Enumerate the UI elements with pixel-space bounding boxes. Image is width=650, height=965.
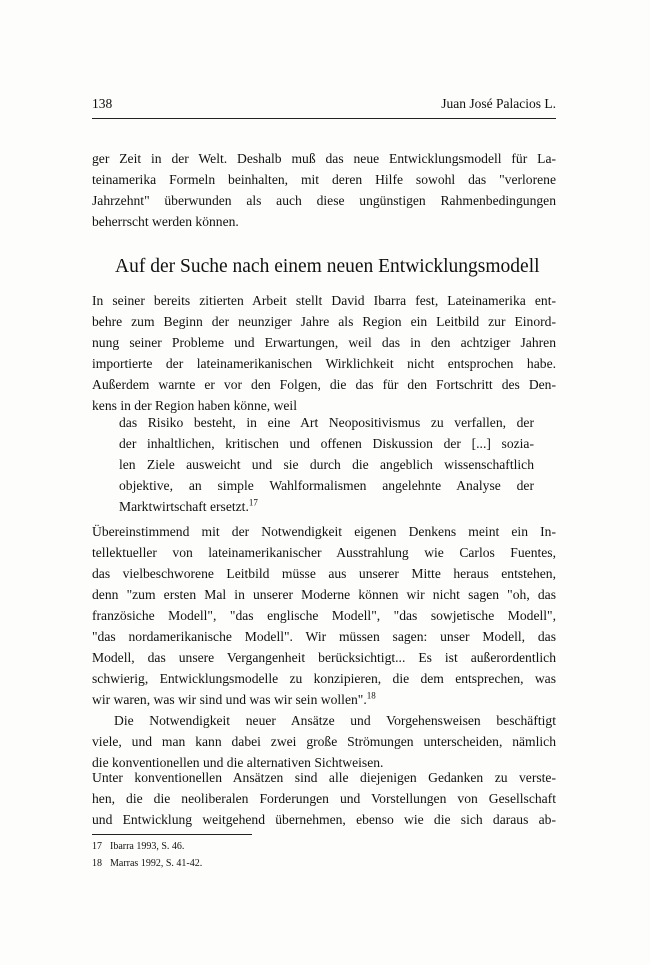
text-line: ger Zeit in der Welt. Deshalb muß das neue Entwicklungsmodell für La-	[92, 151, 556, 166]
text-line: Marktwirtschaft ersetzt.$^{17}$	[119, 497, 258, 514]
footnote-text: Ibarra 1993, S. 46.	[110, 841, 185, 852]
running-head-author: Juan José Palacios L.	[441, 96, 556, 111]
text-line: denn "zum ersten Mal in unserer Moderne können wir nicht sagen "oh, das	[92, 587, 556, 602]
footnote-ref-18[interactable]: 18	[366, 690, 376, 701]
paragraph-2	[92, 290, 556, 416]
text-line: importierte der lateinamerikanischen Wirklichkeit nicht entsprochen habe.	[92, 356, 556, 371]
text-line: Die Notwendigkeit neuer Ansätze und Vorgehensweisen beschäftigt	[114, 713, 556, 728]
text-line: behre zum Beginn der neunziger Jahre als Region ein Leitbild zur Einord-	[92, 314, 556, 329]
text-line: Übereinstimmend mit der Notwendigkeit eigenen Denkens meint ein In-	[92, 524, 556, 539]
text-line: schwierig, Entwicklungsmodelle zu konzipieren, die dem entsprechen, was	[92, 671, 556, 686]
text-line: französiche Modell", "das englische Modell", "das sowjetische Modell",	[92, 608, 556, 623]
footnote-number: 17	[92, 841, 102, 852]
text-line: len Ziele ausweicht und sie durch die angeblich wissenschaftlich	[119, 457, 534, 472]
text-line: viele, und man kann dabei zwei große Strömungen unterscheiden, nämlich	[92, 734, 556, 749]
footnote-rule	[92, 834, 252, 835]
text-line: Unter konventionellen Ansätzen sind alle diejenigen Gedanken zu verste-	[92, 770, 556, 785]
text-line: Außerdem warnte er vor den Folgen, die das für den Fortschritt des Den-	[92, 377, 556, 392]
paragraph-5	[92, 767, 556, 830]
footnote-number: 18	[92, 858, 102, 869]
text-line: teinamerika Formeln beinhalten, mit deren Hilfe sowohl das "verlorene	[92, 172, 556, 187]
text-line: Jahrzehnt" überwunden als auch diese ungünstigen Rahmenbedingungen	[92, 193, 556, 208]
footnote-17	[92, 840, 184, 853]
footnote-ref-17[interactable]: 17	[248, 497, 258, 508]
text-line: hen, die die neoliberalen Forderungen und Vorstellungen von Gesellschaft	[92, 791, 556, 806]
text-line: "das nordamerikanische Modell". Wir müssen sagen: unser Modell, das	[92, 629, 556, 644]
paragraph-1	[92, 148, 556, 232]
text-line: In seiner bereits zitierten Arbeit stellt David Ibarra fest, Lateinamerika ent-	[92, 293, 556, 308]
text-line: wir waren, was wir sind und was wir sein wollen".$^{18}$	[92, 690, 376, 707]
text-line: kens in der Region haben könne, weil	[92, 398, 297, 413]
text-line: das vielbeschworene Leitbild müsse aus unserer Mitte heraus entstehen,	[92, 566, 556, 581]
footnote-18	[92, 857, 202, 870]
block-quote	[119, 412, 534, 517]
text-line: der inhaltlichen, kritischen und offenen Diskussion der [...] sozia-	[119, 436, 534, 451]
text-line: das Risiko besteht, in eine Art Neopositivismus zu verfallen, der	[119, 415, 534, 430]
page-number: 138	[92, 96, 113, 111]
text-line: beherrscht werden können.	[92, 214, 239, 229]
text-line: Modell, das unsere Vergangenheit berücksichtigt... Es ist außerordentlich	[92, 650, 556, 665]
paragraph-3	[92, 521, 556, 710]
text-line: tellektueller von lateinamerikanischer Ausstrahlung wie Carlos Fuentes,	[92, 545, 556, 560]
header-rule	[92, 118, 556, 119]
section-heading: Auf der Suche nach einem neuen Entwicklungsmodell	[115, 256, 540, 277]
text-line: objektive, an simple Wahlformalismen angelehnte Analyse der	[119, 478, 534, 493]
paragraph-4	[92, 710, 556, 773]
text-line: und Entwicklung weitgehend übernehmen, ebenso wie die sich daraus ab-	[92, 812, 556, 827]
text-line: die konventionellen und die alternativen Sichtweisen.	[92, 755, 384, 770]
footnote-text: Marras 1992, S. 41-42.	[110, 858, 203, 869]
text-line: nung seiner Probleme und Erwartungen, weil das in den achtziger Jahren	[92, 335, 556, 350]
